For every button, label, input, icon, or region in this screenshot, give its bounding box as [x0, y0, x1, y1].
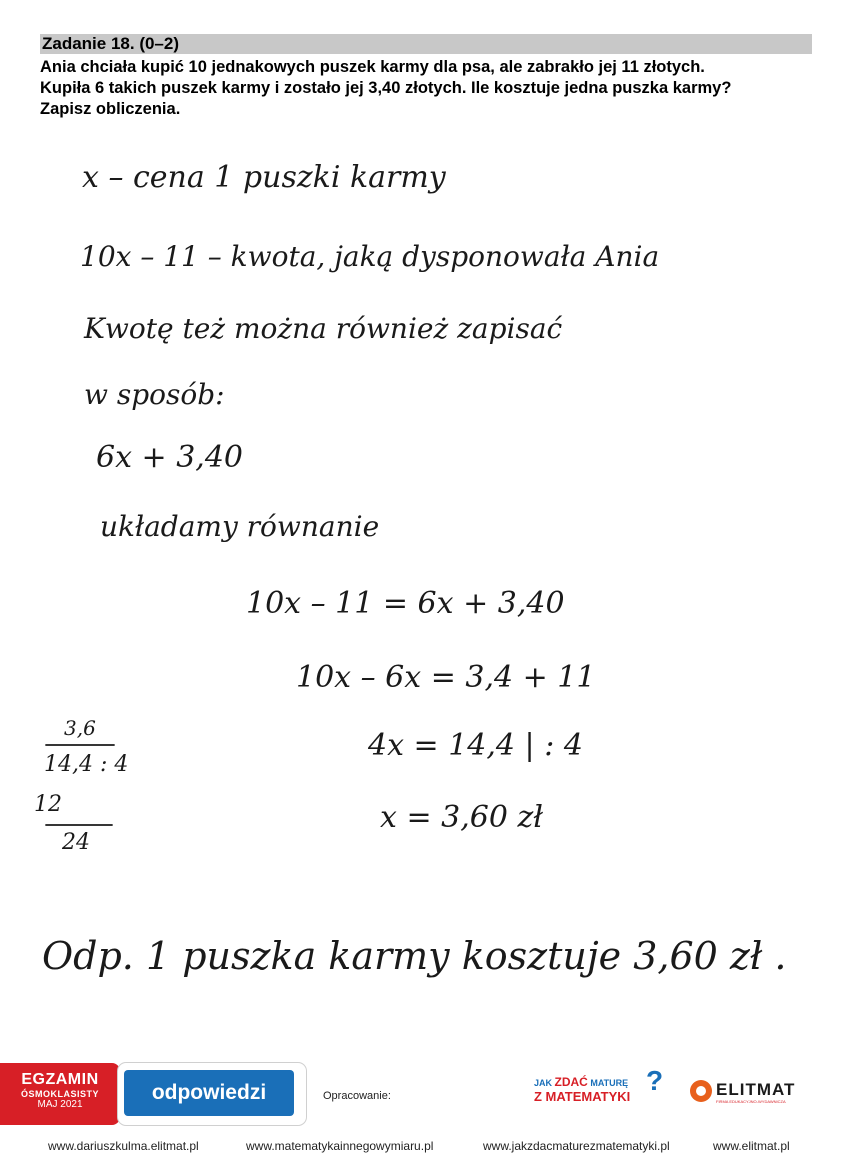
hw-alt-expression: 6x + 3,40: [96, 440, 244, 475]
jak-line-2: Z MATEMATYKI: [534, 1089, 631, 1104]
elitmat-icon: [690, 1080, 712, 1102]
jak-zdac-logo: [534, 1065, 664, 1104]
hw-side-line-2: [44, 822, 116, 828]
hw-equation-2: 10x – 6x = 3,4 + 11: [296, 660, 596, 695]
jak-bold: ZDAĆ: [554, 1075, 588, 1089]
badge-title: EGZAMIN: [21, 1071, 99, 1088]
hw-equation-intro: układamy równanie: [100, 510, 380, 543]
link-elitmat[interactable]: www.elitmat.pl: [713, 1139, 790, 1153]
task-header: Zadanie 18. (0–2): [40, 34, 812, 54]
hw-side-dividend: 14,4 : 4: [44, 752, 129, 777]
hw-variable-definition: x – cena 1 puszki karmy: [82, 160, 446, 195]
link-jakzdacmature[interactable]: www.jakzdacmaturezmatematyki.pl: [483, 1139, 670, 1153]
hw-side-result: 3,6: [64, 716, 96, 740]
elitmat-name: ELITMAT: [716, 1080, 796, 1099]
question-mark-icon: ?: [646, 1065, 664, 1096]
badge-subtitle: ÓSMOKLASISTY: [20, 1089, 99, 1099]
prepared-by-label: Opracowanie:: [323, 1090, 391, 1102]
hw-side-subtract: 12: [34, 792, 62, 817]
hw-side-line-1: [44, 742, 116, 748]
badge-date: MAJ 2021: [37, 1099, 83, 1110]
hw-equation-4: x = 3,60 zł: [380, 800, 543, 835]
task-line-2: Kupiła 6 takich puszek karmy i zostało jej 3,40 złotych. Ile kosztuje jedna puszka karmy?: [40, 79, 732, 97]
jak-prefix: JAK: [534, 1078, 555, 1088]
hw-answer: Odp. 1 puszka karmy kosztuje 3,60 zł .: [42, 934, 787, 978]
hw-amount-expression: 10x – 11 – kwota, jaką dysponowała Ania: [80, 240, 660, 273]
answers-label: odpowiedzi: [124, 1070, 294, 1116]
task-description: [40, 57, 815, 120]
elitmat-logo: [690, 1079, 825, 1105]
hw-equation-1: 10x – 11 = 6x + 3,40: [246, 586, 565, 621]
hw-side-rest: 24: [62, 830, 90, 855]
hw-alt-line-2: w sposób:: [84, 378, 225, 411]
link-dariuszkulma[interactable]: www.dariuszkulma.elitmat.pl: [48, 1139, 199, 1153]
hw-alt-line: Kwotę też można również zapisać: [84, 312, 563, 345]
jak-small: MATURĘ: [587, 1078, 629, 1088]
link-matematykainnegowymiaru[interactable]: www.matematykainnegowymiaru.pl: [246, 1139, 434, 1153]
task-line-1: Ania chciała kupić 10 jednakowych puszek karmy dla psa, ale zabrakło jej 11 złotych.: [40, 58, 705, 76]
answers-banner: [118, 1063, 306, 1125]
hw-equation-3: 4x = 14,4 | : 4: [368, 728, 583, 763]
exam-badge: [0, 1063, 120, 1125]
task-line-3: Zapisz obliczenia.: [40, 100, 181, 118]
elitmat-tagline: FIRMA EDUKACYJNO-WYDAWNICZA: [716, 1099, 786, 1104]
